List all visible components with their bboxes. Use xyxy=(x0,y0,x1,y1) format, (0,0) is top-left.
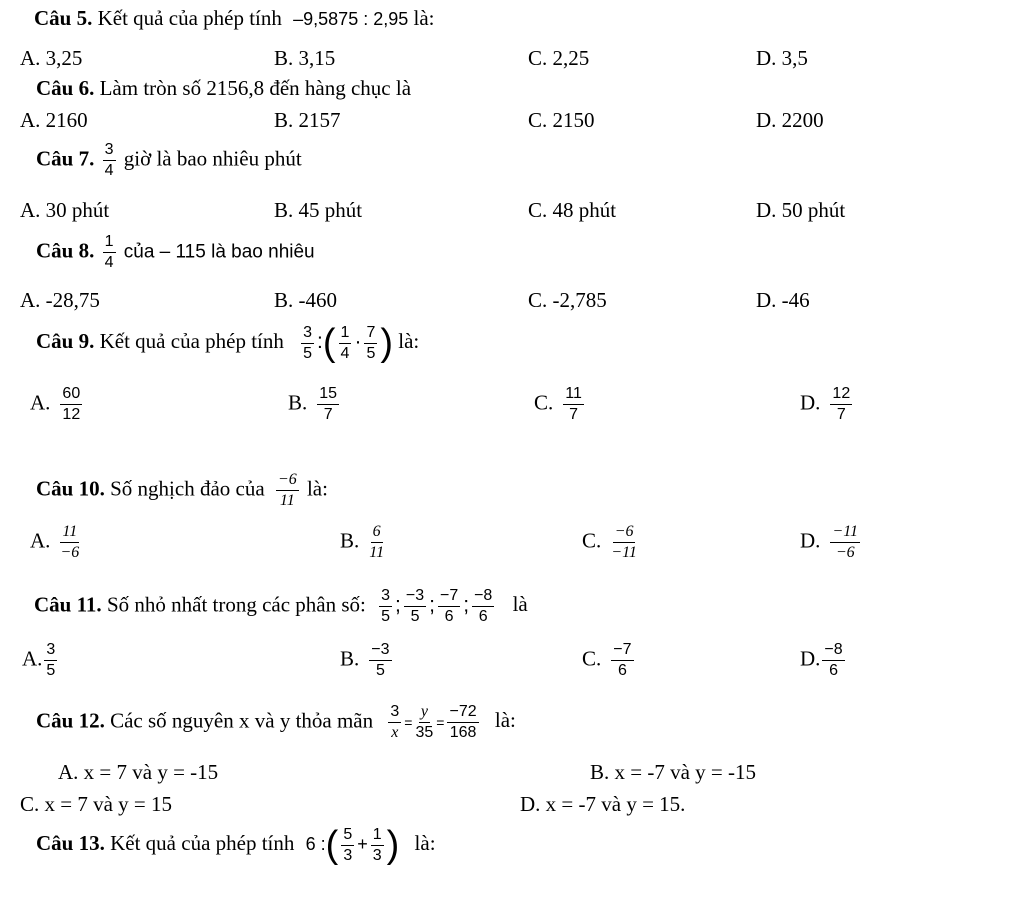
option-a[interactable]: A. x = 7 và y = -15 xyxy=(58,760,219,784)
question-text: Các số nguyên x và y thỏa mãn xyxy=(110,708,374,733)
question-label: Câu 7. xyxy=(36,146,95,171)
option-b[interactable]: B. 45 phút xyxy=(274,198,363,222)
question-label: Câu 5. xyxy=(34,6,93,30)
question-text: Số nhỏ nhất trong các phân số: xyxy=(106,592,366,617)
fraction: $\frac{5}{3}$ xyxy=(343,825,353,864)
option-c[interactable]: C. 2150 xyxy=(528,108,595,132)
option-d[interactable]: D. 2200 xyxy=(756,108,824,132)
question-label: Câu 6. xyxy=(36,76,95,100)
option-a[interactable]: A. -28,75 xyxy=(20,288,100,312)
fraction: $\frac{1}{4}$ xyxy=(340,323,350,362)
question-7 xyxy=(36,142,302,179)
option-d[interactable]: D. $\frac{-8}{6}$ xyxy=(800,641,843,679)
question-text: Số nghịch đảo của xyxy=(110,476,265,501)
question-label: Câu 9. xyxy=(36,328,95,353)
option-b[interactable]: B. 2157 xyxy=(274,108,341,132)
question-text: Kết quả của phép tính xyxy=(97,6,282,30)
option-a[interactable]: A. 2160 xyxy=(20,108,88,132)
question-9: Câu 9. Kết quả của phép tính $\frac{3}{5}$ :( $\frac{1}{4}$ · $\frac{7}{5}$ ) là: xyxy=(36,322,420,364)
question-label: Câu 11. xyxy=(34,592,102,617)
fraction: $\frac{3}{5}$ xyxy=(381,587,391,625)
fraction: $\frac{y}{35}$ xyxy=(415,703,434,741)
fraction: $\frac{1}{4}$ xyxy=(104,233,114,271)
question-label: Câu 13. xyxy=(36,830,105,855)
expression: –9,5875 : 2,95 xyxy=(293,9,409,29)
option-a[interactable]: A. $\frac{11}{-6}$ xyxy=(30,523,80,561)
option-a[interactable]: A. 3,25 xyxy=(20,46,83,70)
option-b[interactable]: B. $\frac{15}{7}$ xyxy=(288,385,338,423)
option-b[interactable]: B. -460 xyxy=(274,288,337,312)
fraction: $\frac{1}{3}$ xyxy=(372,825,382,864)
option-c[interactable]: C. $\frac{-6}{-11}$ xyxy=(582,523,637,561)
question-12: Câu 12. Các số nguyên x và y thỏa mãn $\frac{3}{x}$ = $\frac{y}{35}$ = $\frac{-72}{168}$ là: xyxy=(36,703,516,741)
fraction: $\frac{-8}{6}$ xyxy=(474,587,493,625)
option-b[interactable]: B. x = -7 và y = -15 xyxy=(590,760,757,784)
option-d[interactable]: D. 3,5 xyxy=(756,46,808,70)
fraction: $\frac{3}{4}$ xyxy=(104,141,114,179)
option-d[interactable]: D. x = -7 và y = 15. xyxy=(520,792,686,816)
question-6 xyxy=(36,78,411,99)
question-label: Câu 8. xyxy=(36,238,95,263)
question-11: Câu 11. Số nhỏ nhất trong các phân số: $\frac{3}{5}$ ; $\frac{-3}{5}$ ; $\frac{-7}{6}$ ; $\frac{-8}{6}$ là xyxy=(34,587,528,625)
question-tail: là: xyxy=(306,476,328,501)
question-tail: là: xyxy=(413,6,435,30)
option-c[interactable]: C. 48 phút xyxy=(528,198,617,222)
option-b[interactable]: B. $\frac{6}{11}$ xyxy=(340,523,385,561)
fraction: $\frac{3}{x}$ xyxy=(390,703,400,741)
fraction: $\frac{-3}{5}$ xyxy=(405,587,425,625)
option-a[interactable]: A. 30 phút xyxy=(20,198,110,222)
question-13: Câu 13. Kết quả của phép tính 6 :( $\frac{5}{3}$ + $\frac{1}{3}$ ) là: xyxy=(36,824,436,866)
option-c[interactable]: C. $\frac{-7}{6}$ xyxy=(582,641,632,679)
question-8 xyxy=(36,234,315,271)
fraction: $\frac{-7}{6}$ xyxy=(439,587,459,625)
fraction: $\frac{-72}{168}$ xyxy=(449,703,477,741)
option-c[interactable]: C. -2,785 xyxy=(528,288,607,312)
option-d[interactable]: D. $\frac{-11}{-6}$ xyxy=(800,523,859,561)
question-label: Câu 12. xyxy=(36,708,105,733)
question-tail: là xyxy=(512,592,528,617)
fraction: $\frac{7}{5}$ xyxy=(366,323,376,362)
fraction: $\frac{-6}{11}$ xyxy=(277,471,297,509)
question-text: của – 115 là bao nhiêu xyxy=(123,241,315,263)
question-10 xyxy=(36,472,328,509)
question-tail: là: xyxy=(414,830,436,855)
question-tail: là: xyxy=(494,708,516,733)
option-c[interactable]: C. x = 7 và y = 15 xyxy=(20,792,173,816)
option-c[interactable]: C. $\frac{11}{7}$ xyxy=(534,385,582,423)
option-c[interactable]: C. 2,25 xyxy=(528,46,590,70)
fraction: $\frac{3}{5}$ xyxy=(303,323,313,362)
question-text: giờ là bao nhiêu phút xyxy=(123,146,302,171)
question-text: Kết quả của phép tính xyxy=(99,328,284,353)
option-a[interactable]: A. $\frac{60}{12}$ xyxy=(30,385,81,423)
question-label: Câu 10. xyxy=(36,476,105,501)
option-d[interactable]: D. $\frac{12}{7}$ xyxy=(800,385,851,423)
question-text: Làm tròn số 2156,8 đến hàng chục là xyxy=(99,76,412,100)
option-b[interactable]: B. $\frac{-3}{5}$ xyxy=(340,641,390,679)
option-b[interactable]: B. 3,15 xyxy=(274,46,336,70)
option-d[interactable]: D. -46 xyxy=(756,288,810,312)
question-tail: là: xyxy=(398,328,420,353)
option-a[interactable]: A. $\frac{3}{5}$ xyxy=(22,641,56,679)
option-d[interactable]: D. 50 phút xyxy=(756,198,846,222)
question-text: Kết quả của phép tính xyxy=(110,830,295,855)
question-5 xyxy=(34,8,435,29)
